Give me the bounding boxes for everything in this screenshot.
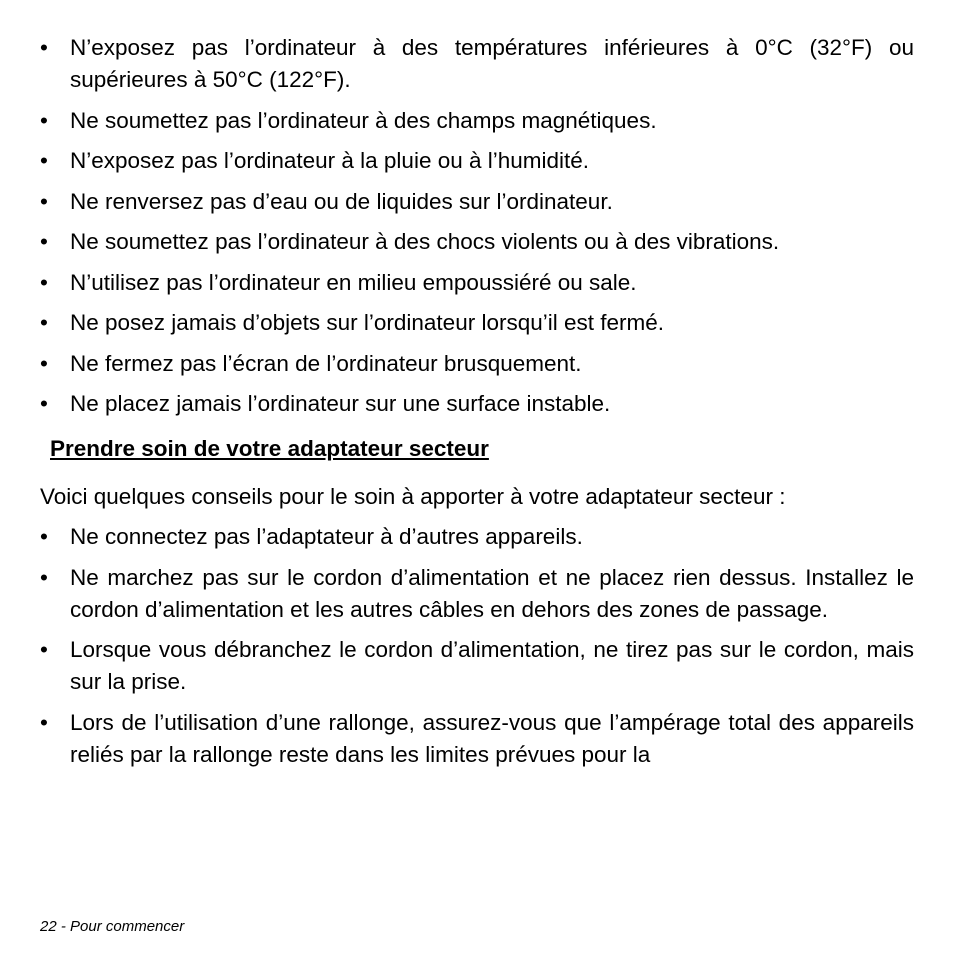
list-item [40,307,914,339]
section-intro: Voici quelques conseils pour le soin à apporter à votre adaptateur secteur : [40,484,786,509]
list-item [40,186,914,218]
section-heading: Prendre soin de votre adaptateur secteur [50,436,489,461]
bullet-marker: • [40,564,48,590]
bullet-marker: • [40,188,48,214]
bullet-marker: • [40,269,48,295]
bullet-marker: • [40,524,48,549]
list-item [40,521,914,553]
list-item [40,348,914,380]
list-item-text: Ne fermez pas l’écran de l’ordinateur brusquement. [70,350,582,376]
list-item [40,105,914,137]
list-item-text: N’utilisez pas l’ordinateur en milieu empoussiéré ou sale. [70,269,637,295]
list-item-text: Ne placez jamais l’ordinateur sur une surface instable. [70,391,611,416]
list-item [40,707,914,771]
bullet-marker: • [40,709,48,735]
list-item-text: Lors de l’utilisation d’une rallonge, assurez-vous que l’ampérage total des appareils reliés par la rallonge reste dans les limites prévues pour la [70,709,914,767]
list-item [40,267,914,299]
list-item-text: Ne soumettez pas l’ordinateur à des chocs violents ou à des vibrations. [70,229,780,254]
care-bullet-list [40,32,914,420]
bullet-marker: • [40,229,48,254]
list-item [40,634,914,698]
bullet-marker: • [40,350,48,376]
list-item-text: Ne soumettez pas l’ordinateur à des champs magnétiques. [70,107,657,133]
list-item [40,562,914,626]
bullet-marker: • [40,107,48,133]
list-item [40,226,914,258]
list-item-text: Ne marchez pas sur le cordon d’alimentation et ne placez rien dessus. Installez le cordon d’alimentation et les autres câbles en dehors des zones de passage. [70,564,914,622]
bullet-marker: • [40,35,48,60]
page-footer: 22 - Pour commencer [40,918,185,935]
bullet-marker: • [40,148,48,173]
list-item [40,388,914,420]
list-item-text: Ne renversez pas d’eau ou de liquides sur l’ordinateur. [70,188,613,214]
document-page [40,32,914,779]
list-item [40,32,914,96]
list-item-text: N’exposez pas l’ordinateur à des températures inférieures à 0°C (32°F) ou supérieures à 50°C (122°F). [70,35,914,92]
list-item-text: Ne connectez pas l’adaptateur à d’autres appareils. [70,524,583,549]
bullet-marker: • [40,310,48,335]
adapter-bullet-list [40,521,914,771]
list-item-text: Lorsque vous débranchez le cordon d’alimentation, ne tirez pas sur le cordon, mais sur la prise. [70,637,914,694]
list-item-text: N’exposez pas l’ordinateur à la pluie ou à l’humidité. [70,148,590,173]
bullet-marker: • [40,637,48,662]
bullet-marker: • [40,391,48,416]
list-item-text: Ne posez jamais d’objets sur l’ordinateur lorsqu’il est fermé. [70,310,665,335]
list-item [40,145,914,177]
